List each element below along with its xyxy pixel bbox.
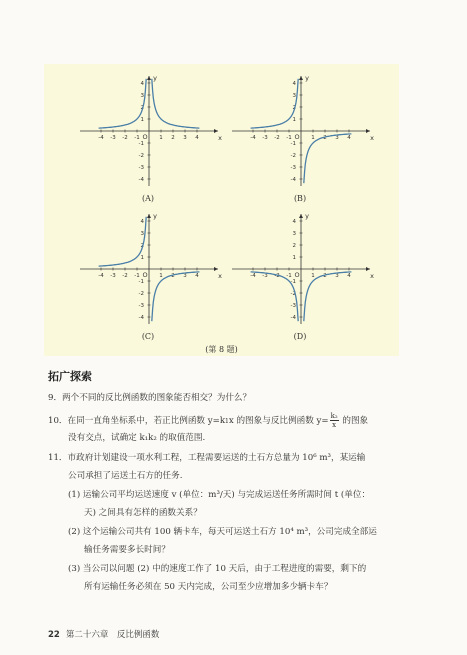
x-tick-label: -3 <box>110 273 116 279</box>
y-tick-label: 2 <box>292 243 296 249</box>
q10-fraction <box>330 412 339 429</box>
y-tick-label: 2 <box>140 105 144 111</box>
y-axis-arrow <box>147 76 151 80</box>
q10-sub-1: 1 <box>225 418 229 425</box>
y-tick-label: -3 <box>138 165 144 171</box>
question-11-part-1-line-2: 天) 之间具有怎样的函数关系？ <box>84 508 202 518</box>
x-tick-label: -2 <box>274 273 280 279</box>
y-axis-label: y <box>153 212 157 220</box>
x-axis-label: x <box>218 134 222 142</box>
x-tick-label: -3 <box>262 273 268 279</box>
figure-caption: (第 8 题) <box>205 345 238 354</box>
x-tick-label: 4 <box>347 273 351 279</box>
question-11-line-2: 公司承担了运送土石方的任务. <box>68 471 183 481</box>
graph-d <box>226 210 376 328</box>
y-tick-label: 4 <box>140 81 144 87</box>
x-tick-label: 2 <box>171 273 175 279</box>
hyperbola-branch-2 <box>152 272 200 321</box>
y-tick-label: 1 <box>140 117 144 123</box>
x-axis-arrow <box>366 129 370 133</box>
y-tick-label: 2 <box>140 243 144 249</box>
y-tick-label: -2 <box>290 291 296 297</box>
origin-label: O <box>294 133 300 141</box>
question-9: 9．两个不同的反比例函数的图象能否相交？为什么？ <box>48 393 252 403</box>
x-axis-label: x <box>218 272 222 280</box>
y-tick-label: -2 <box>290 153 296 159</box>
y-tick-label: -3 <box>290 165 296 171</box>
page-number: 22 <box>48 630 60 640</box>
page-footer <box>48 628 159 640</box>
hyperbola-branch-2 <box>304 134 352 183</box>
x-tick-label: 2 <box>323 273 327 279</box>
y-tick-label: 3 <box>292 93 296 99</box>
x-axis-arrow <box>366 267 370 271</box>
q10-text-b: x 的图象与反比例函数 y= <box>228 416 329 426</box>
x-tick-label: 2 <box>323 135 327 141</box>
y-tick-label: -1 <box>290 279 296 285</box>
figure-panel <box>44 64 399 356</box>
x-tick-label: 1 <box>311 273 315 279</box>
y-tick-label: -4 <box>290 177 296 183</box>
y-tick-label: 1 <box>292 117 296 123</box>
question-11-part-2-line-1: (2) 这个运输公司共有 100 辆卡车，每天可运送土石方 10⁴ m³，公司完成全部运 <box>68 527 377 537</box>
graph-b-caption: (B) <box>293 194 307 203</box>
hyperbola-branch-2 <box>304 272 352 321</box>
q10-text-c: 的图象 <box>339 416 369 426</box>
graph-a-caption: (A) <box>141 194 155 203</box>
x-tick-label: -2 <box>274 135 280 141</box>
y-tick-label: -4 <box>138 177 144 183</box>
hyperbola-graph-svg <box>74 210 224 328</box>
graph-b <box>226 72 376 190</box>
hyperbola-branch-1 <box>251 79 299 128</box>
origin-label: O <box>142 133 148 141</box>
graph-d-caption: (D) <box>293 332 307 341</box>
y-tick-label: -3 <box>290 303 296 309</box>
y-tick-label: 3 <box>140 93 144 99</box>
x-axis-arrow <box>214 129 218 133</box>
y-tick-label: -1 <box>138 279 144 285</box>
origin-label: O <box>142 271 148 279</box>
y-axis-label: y <box>305 212 309 220</box>
y-tick-label: -4 <box>290 315 296 321</box>
graph-c <box>74 210 224 328</box>
x-axis-label: x <box>370 272 374 280</box>
y-axis-label: y <box>305 74 309 82</box>
chapter-title: 第二十六章 反比例函数 <box>65 630 160 640</box>
x-tick-label: 4 <box>195 273 199 279</box>
y-tick-label: 2 <box>292 105 296 111</box>
hyperbola-branch-1 <box>99 79 147 128</box>
y-tick-label: 3 <box>292 231 296 237</box>
y-tick-label: -1 <box>290 141 296 147</box>
question-11-part-2-line-2: 输任务需要多长时间？ <box>84 545 170 555</box>
q10-text-a: 10．在同一直角坐标系中，若正比例函数 y=k <box>48 416 226 426</box>
section-title: 拓广探索 <box>48 370 92 383</box>
x-tick-label: -2 <box>122 135 128 141</box>
question-11-line-1: 11．市政府计划建设一项水利工程，工程需要运送的土石方总量为 10⁶ m³，某运输 <box>48 453 366 463</box>
hyperbola-graph-svg <box>74 72 224 190</box>
x-tick-label: -4 <box>98 273 104 279</box>
hyperbola-graph-svg <box>226 72 376 190</box>
y-axis-arrow <box>299 214 303 218</box>
x-tick-label: -2 <box>122 273 128 279</box>
question-11-part-1-line-1: (1) 运输公司平均运送速度 v (单位：m³/天) 与完成运送任务所需时间 t (单位： <box>68 490 371 500</box>
x-tick-label: 3 <box>183 135 187 141</box>
x-tick-label: 1 <box>159 135 163 141</box>
x-tick-label: 1 <box>311 135 315 141</box>
x-tick-label: -1 <box>286 273 292 279</box>
origin-label: O <box>294 271 300 279</box>
q10-frac-num: k₂ <box>330 412 338 420</box>
question-11-part-3-line-1: (3) 当公司以问题 (2) 中的速度工作了 10 天后，由于工程进度的需要，剩下的 <box>68 564 367 574</box>
x-tick-label: -1 <box>134 273 140 279</box>
y-tick-label: 1 <box>140 255 144 261</box>
y-tick-label: -2 <box>138 153 144 159</box>
x-tick-label: -4 <box>98 135 104 141</box>
y-axis-arrow <box>147 214 151 218</box>
x-tick-label: 2 <box>171 135 175 141</box>
question-11-part-3-line-2: 所有运输任务必须在 50 天内完成，公司至少应增加多少辆卡车？ <box>84 582 333 592</box>
x-tick-label: 3 <box>335 135 339 141</box>
y-tick-label: -3 <box>138 303 144 309</box>
y-axis-arrow <box>299 76 303 80</box>
x-tick-label: -3 <box>262 135 268 141</box>
x-tick-label: 4 <box>195 135 199 141</box>
question-10-line-2: 没有交点，试确定 k₁k₂ 的取值范围. <box>68 433 206 443</box>
hyperbola-branch-2 <box>152 79 200 128</box>
x-tick-label: 3 <box>183 273 187 279</box>
graph-c-caption: (C) <box>141 332 155 341</box>
x-tick-label: -1 <box>286 135 292 141</box>
y-tick-label: 1 <box>292 255 296 261</box>
x-tick-label: 4 <box>347 135 351 141</box>
x-tick-label: -4 <box>250 135 256 141</box>
y-axis-label: y <box>153 74 157 82</box>
graph-a <box>74 72 224 190</box>
y-tick-label: -2 <box>138 291 144 297</box>
hyperbola-graph-svg <box>226 210 376 328</box>
y-tick-label: -4 <box>138 315 144 321</box>
y-tick-label: 3 <box>140 231 144 237</box>
y-tick-label: 4 <box>292 81 296 87</box>
x-tick-label: -4 <box>250 273 256 279</box>
x-tick-label: -3 <box>110 135 116 141</box>
y-tick-label: 4 <box>292 219 296 225</box>
y-tick-label: -1 <box>138 141 144 147</box>
y-tick-label: 4 <box>140 219 144 225</box>
x-axis-label: x <box>370 134 374 142</box>
x-axis-arrow <box>214 267 218 271</box>
x-tick-label: 3 <box>335 273 339 279</box>
hyperbola-branch-1 <box>99 217 147 266</box>
q10-frac-den: x <box>332 421 337 429</box>
x-tick-label: 1 <box>159 273 163 279</box>
x-tick-label: -1 <box>134 135 140 141</box>
question-10-line-1 <box>48 412 368 429</box>
